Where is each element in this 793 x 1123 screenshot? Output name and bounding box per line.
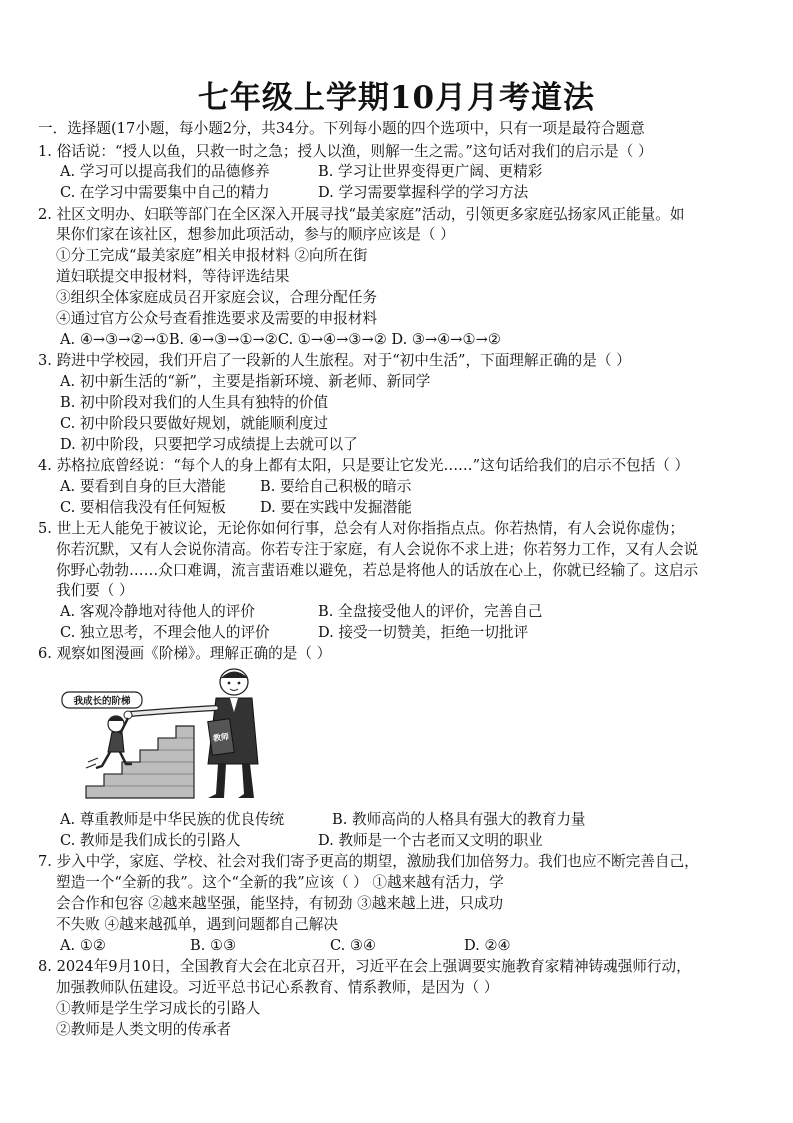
question-1-option-a: A. 学习可以提高我们的品德修养 — [60, 163, 270, 180]
question-7-option-b: B. ①③ — [190, 937, 237, 954]
question-2-item-1: ①分工完成“最美家庭”相关申报材料 ②向所在街 — [56, 247, 368, 264]
question-6-option-b: B. 教师高尚的人格具有强大的教育力量 — [332, 811, 586, 828]
question-6-option-d: D. 教师是一个古老而又文明的职业 — [318, 832, 543, 849]
question-8-item-1: ①教师是学生学习成长的引路人 — [56, 1000, 261, 1017]
question-7-stem-line-1: 7. 步入中学，家庭、学校、社会对我们寄予更高的期望，激励我们加倍努力。我们也应不断完善自己， — [38, 853, 699, 870]
question-7-option-d: D. ②④ — [464, 937, 511, 954]
question-3-option-b: B. 初中阶段对我们的人生具有独特的价值 — [60, 394, 329, 411]
question-4-option-b: B. 要给自己积极的暗示 — [260, 478, 412, 495]
question-3-option-a: A. 初中新生活的“新”，主要是指新环境、新老师、新同学 — [60, 373, 431, 390]
page-title: 七年级上学期10月月考道法 — [197, 80, 596, 116]
question-5-stem-line-3: 你野心勃勃……众口难调，流言蜚语难以避免，若总是将他人的话放在心上，你就已经输了。这启示 — [56, 562, 699, 579]
question-1-option-d: D. 学习需要掌握科学的学习方法 — [318, 184, 529, 201]
question-2-options: A. ④→③→②→①B. ④→③→①→②C. ①→④→③→② D. ③→④→①→② — [60, 331, 501, 348]
question-5-option-b: B. 全盘接受他人的评价，完善自己 — [318, 603, 543, 620]
question-7-stem-line-3: 会合作和包容 ②越来越坚强，能坚持，有韧劲 ③越来越上进，只成功 — [56, 895, 504, 912]
question-5-stem-line-1: 5. 世上无人能免于被议论，无论你如何行事，总会有人对你指指点点。你若热情，有人会说你虚伪； — [38, 520, 685, 537]
cartoon-caption: 我成长的阶梯 — [73, 696, 131, 707]
question-7-stem-line-2: 塑造一个“全新的我”。这个“全新的我”应该（ ） ①越来越有活力，学 — [56, 874, 504, 891]
question-5-stem-line-4: 我们要（ ） — [56, 582, 134, 599]
question-4-option-a: A. 要看到自身的巨大潜能 — [60, 478, 226, 495]
question-7-option-a: A. ①② — [60, 937, 106, 954]
question-4-stem: 4. 苏格拉底曾经说：“每个人的身上都有太阳，只是要让它发光……”这句话给我们的启示不包括（ ） — [38, 457, 690, 474]
question-7-option-c: C. ③④ — [330, 937, 377, 954]
question-2-stem-line-2: 果你们家在该社区，想参加此项活动，参与的顺序应该是（ ） — [56, 226, 455, 243]
cartoon-book-label: 教师 — [212, 731, 230, 744]
question-4-option-d: D. 要在实践中发掘潜能 — [260, 499, 412, 516]
question-3-option-c: C. 初中阶段只要做好规划，就能顺利度过 — [60, 415, 329, 432]
question-6-stem: 6. 观察如图漫画《阶梯》。理解正确的是（ ） — [38, 645, 332, 662]
question-5-option-a: A. 客观冷静地对待他人的评价 — [60, 603, 255, 620]
question-2-stem-line-1: 2. 社区文明办、妇联等部门在全区深入开展寻找“最美家庭”活动，引领更多家庭弘扬家风正能量。如 — [38, 206, 685, 223]
question-4-option-c: C. 要相信我没有任何短板 — [60, 499, 226, 516]
question-1-option-c: C. 在学习中需要集中自己的精力 — [60, 184, 270, 201]
question-3-stem: 3. 跨进中学校园，我们开启了一段新的人生旅程。对于“初中生活”，下面理解正确的是（ ） — [38, 352, 631, 369]
question-8-stem-line-2: 加强教师队伍建设。习近平总书记心系教育、情系教师，是因为（ ） — [56, 979, 499, 996]
question-5-option-c: C. 独立思考，不理会他人的评价 — [60, 624, 270, 641]
question-6-option-a: A. 尊重教师是中华民族的优良传统 — [60, 811, 285, 828]
question-1-stem: 1. 俗话说：“授人以鱼，只救一时之急；授人以渔，则解一生之需。”这句话对我们的启示是（ ） — [38, 143, 653, 160]
question-7-stem-line-4: 不失败 ④越来越孤单，遇到问题都自己解决 — [56, 916, 338, 933]
ladder-cartoon — [58, 668, 266, 802]
question-2-item-4: ④通过官方公众号查看推选要求及需要的申报材料 — [56, 310, 378, 327]
question-2-item-1-cont: 道妇联提交申报材料，等待评选结果 — [56, 268, 290, 285]
question-6-option-c: C. 教师是我们成长的引路人 — [60, 832, 241, 849]
question-2-item-3: ③组织全体家庭成员召开家庭会议，合理分配任务 — [56, 289, 378, 306]
question-8-item-2: ②教师是人类文明的传承者 — [56, 1021, 232, 1038]
caption-bubble — [62, 692, 142, 708]
question-3-option-d: D. 初中阶段，只要把学习成绩提上去就可以了 — [60, 436, 358, 453]
question-5-option-d: D. 接受一切赞美，拒绝一切批评 — [318, 624, 529, 641]
question-8-stem-line-1: 8. 2024年9月10日，全国教育大会在北京召开，习近平在会上强调要实施教育家精神铸魂强师行动， — [38, 958, 691, 975]
question-5-stem-line-2: 你若沉默，又有人会说你清高。你若专注于家庭，有人会说你不求上进；你若努力工作，又有人会说 — [56, 541, 699, 558]
section-header: 一．选择题(17小题，每小题2分，共34分。下列每小题的四个选项中，只有一项是最符合题意 — [38, 120, 645, 137]
question-1-option-b: B. 学习让世界变得更广阔、更精彩 — [318, 163, 543, 180]
